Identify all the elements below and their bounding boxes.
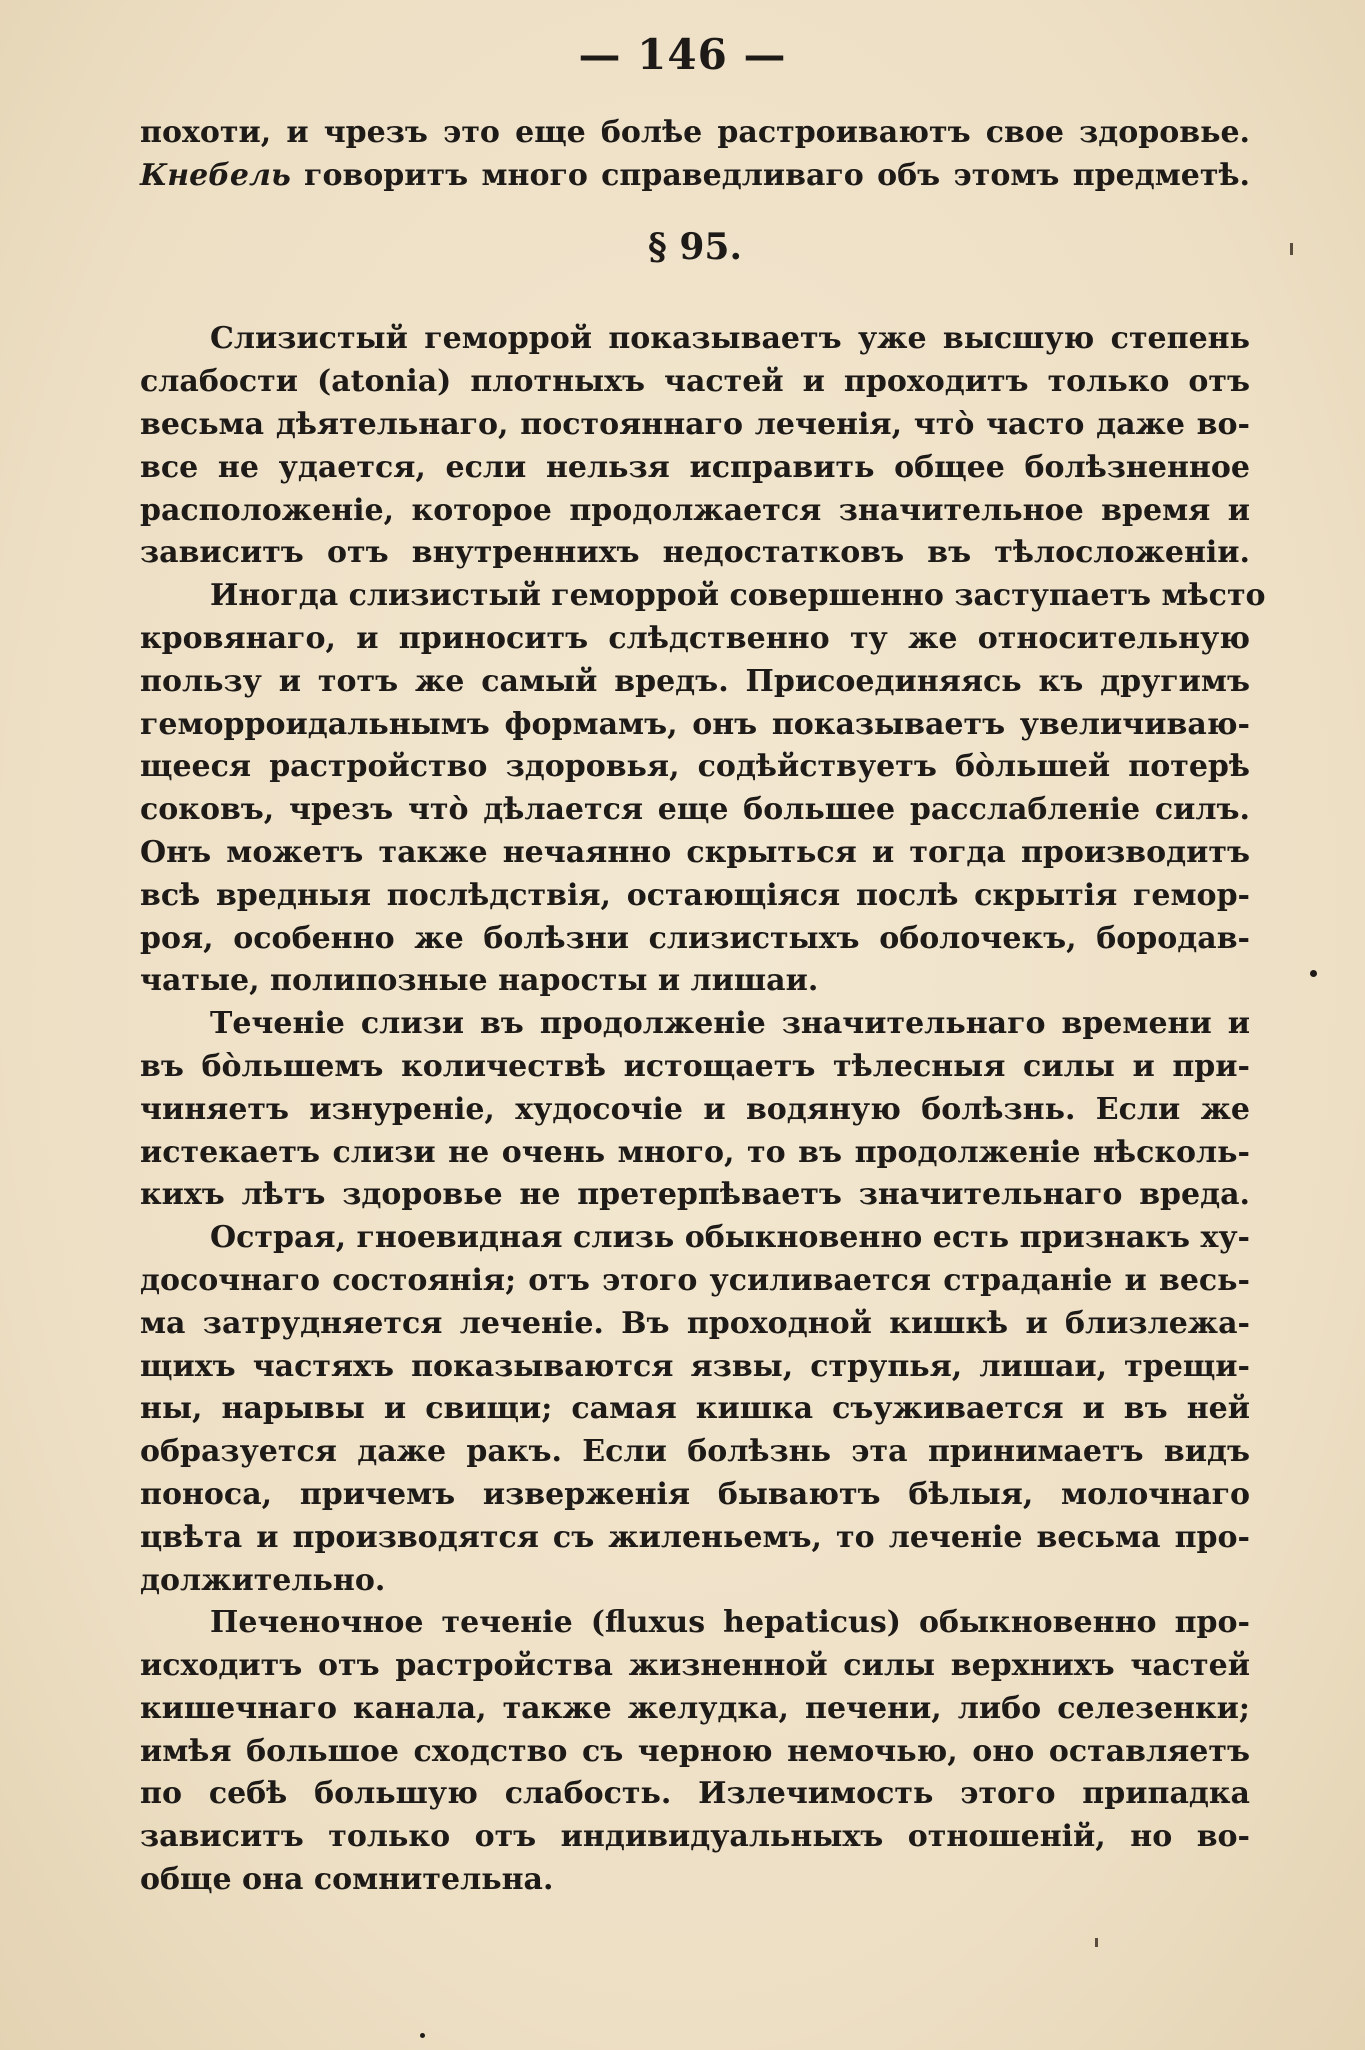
text-line: Печеночное теченіе (fluxus hepaticus) обыкновенно про- — [210, 1605, 1250, 1641]
text-line: кровянаго, и приноситъ слѣдственно ту же относительную — [140, 620, 1250, 656]
text-line: роя, особенно же болѣзни слизистыхъ оболочекъ, бородав- — [140, 920, 1250, 956]
text-line: все не удается, если нельзя исправить общее болѣзненное — [140, 449, 1250, 485]
text-line: въ бòльшемъ количествѣ истощаетъ тѣлесныя силы и при- — [140, 1048, 1250, 1084]
text-line: ма затрудняется леченіе. Въ проходной кишкѣ и близлежа- — [140, 1305, 1250, 1341]
text-line: Слизистый геморрой показываетъ уже высшую степень — [210, 321, 1250, 357]
text-line: похоти, и чрезъ это еще болѣе растроиваютъ свое здоровье. — [140, 115, 1250, 150]
text-line: Кнебель говоритъ много справедливаго объ этомъ предметѣ. — [140, 157, 1250, 193]
paper-mark — [1290, 243, 1293, 255]
text-line: Острая, гноевидная слизь обыкновенно есть признакъ ху- — [210, 1220, 1250, 1256]
text-line: Иногда слизистый геморрой совершенно заступаетъ мѣсто — [210, 578, 1266, 614]
text-line: исходитъ отъ растройства жизненной силы верхнихъ частей — [140, 1648, 1250, 1684]
text-line: ны, нарывы и свищи; самая кишка съуживается и въ ней — [140, 1391, 1250, 1427]
text-line: чиняетъ изнуреніе, худосочіе и водяную болѣзнь. Если же — [140, 1091, 1250, 1127]
text-line: досочнаго состоянія; отъ этого усиливается страданіе и весь- — [140, 1262, 1250, 1298]
author-name: Кнебель — [140, 157, 291, 193]
text-line: зависитъ только отъ индивидуальныхъ отношеній, но во- — [140, 1819, 1250, 1855]
text-line: образуется даже ракъ. Если болѣзнь эта принимаетъ видъ — [140, 1434, 1250, 1470]
ink-spot — [420, 2033, 425, 2038]
text-line: Онъ можетъ также нечаянно скрыться и тогда производитъ — [140, 834, 1250, 870]
text-line: обще она сомнительна. — [140, 1862, 554, 1898]
text-line: имѣя большое сходство съ черною немочью, оно оставляетъ — [140, 1733, 1250, 1769]
text-line: щихъ частяхъ показываются язвы, струпья, лишаи, трещи- — [140, 1348, 1250, 1384]
text-line: весьма дѣятельнаго, постояннаго леченія, чтò часто даже во- — [140, 406, 1250, 442]
text-line: зависитъ отъ внутреннихъ недостатковъ въ тѣлосложеніи. — [140, 535, 1250, 571]
page-text — [140, 112, 1266, 1902]
text-line: соковъ, чрезъ чтò дѣлается еще большее расслабленіе силъ. — [140, 792, 1250, 828]
text-line: по себѣ большую слабость. Излечимость этого припадка — [140, 1776, 1250, 1812]
text-line: расположеніе, которое продолжается значительное время и — [140, 492, 1250, 528]
text-line: кишечнаго канала, также желудка, печени, либо селезенки; — [140, 1690, 1250, 1726]
text-line: истекаетъ слизи не очень много, то въ продолженіе нѣсколь- — [140, 1134, 1250, 1170]
ink-spot — [1310, 970, 1317, 977]
text-line: должительно. — [140, 1562, 386, 1598]
text-line: щееся растройство здоровья, содѣйствуетъ бòльшей потерѣ — [140, 749, 1250, 785]
paper-mark — [1095, 1938, 1098, 1947]
text-line: цвѣта и производятся съ жиленьемъ, то леченіе весьма про- — [140, 1519, 1250, 1555]
text-line: чатые, полипозные наросты и лишаи. — [140, 963, 819, 999]
page-number: — 146 — — [578, 30, 787, 79]
section-heading: § 95. — [648, 225, 742, 268]
text-line: геморроидальнымъ формамъ, онъ показываетъ увеличиваю- — [140, 706, 1250, 742]
text-line: всѣ вредныя послѣдствія, остающіяся послѣ скрытія гемор- — [140, 877, 1250, 913]
text-line: поноса, причемъ изверженія бываютъ бѣлыя, молочнаго — [140, 1476, 1250, 1512]
text-line: слабости (atonia) плотныхъ частей и проходитъ только отъ — [140, 364, 1250, 400]
text-line: кихъ лѣтъ здоровье не претерпѣваетъ значительнаго вреда. — [140, 1177, 1250, 1213]
text-line: Теченіе слизи въ продолженіе значительнаго времени и — [210, 1006, 1250, 1042]
text-line: пользу и тотъ же самый вредъ. Присоединяясь къ другимъ — [140, 663, 1250, 699]
